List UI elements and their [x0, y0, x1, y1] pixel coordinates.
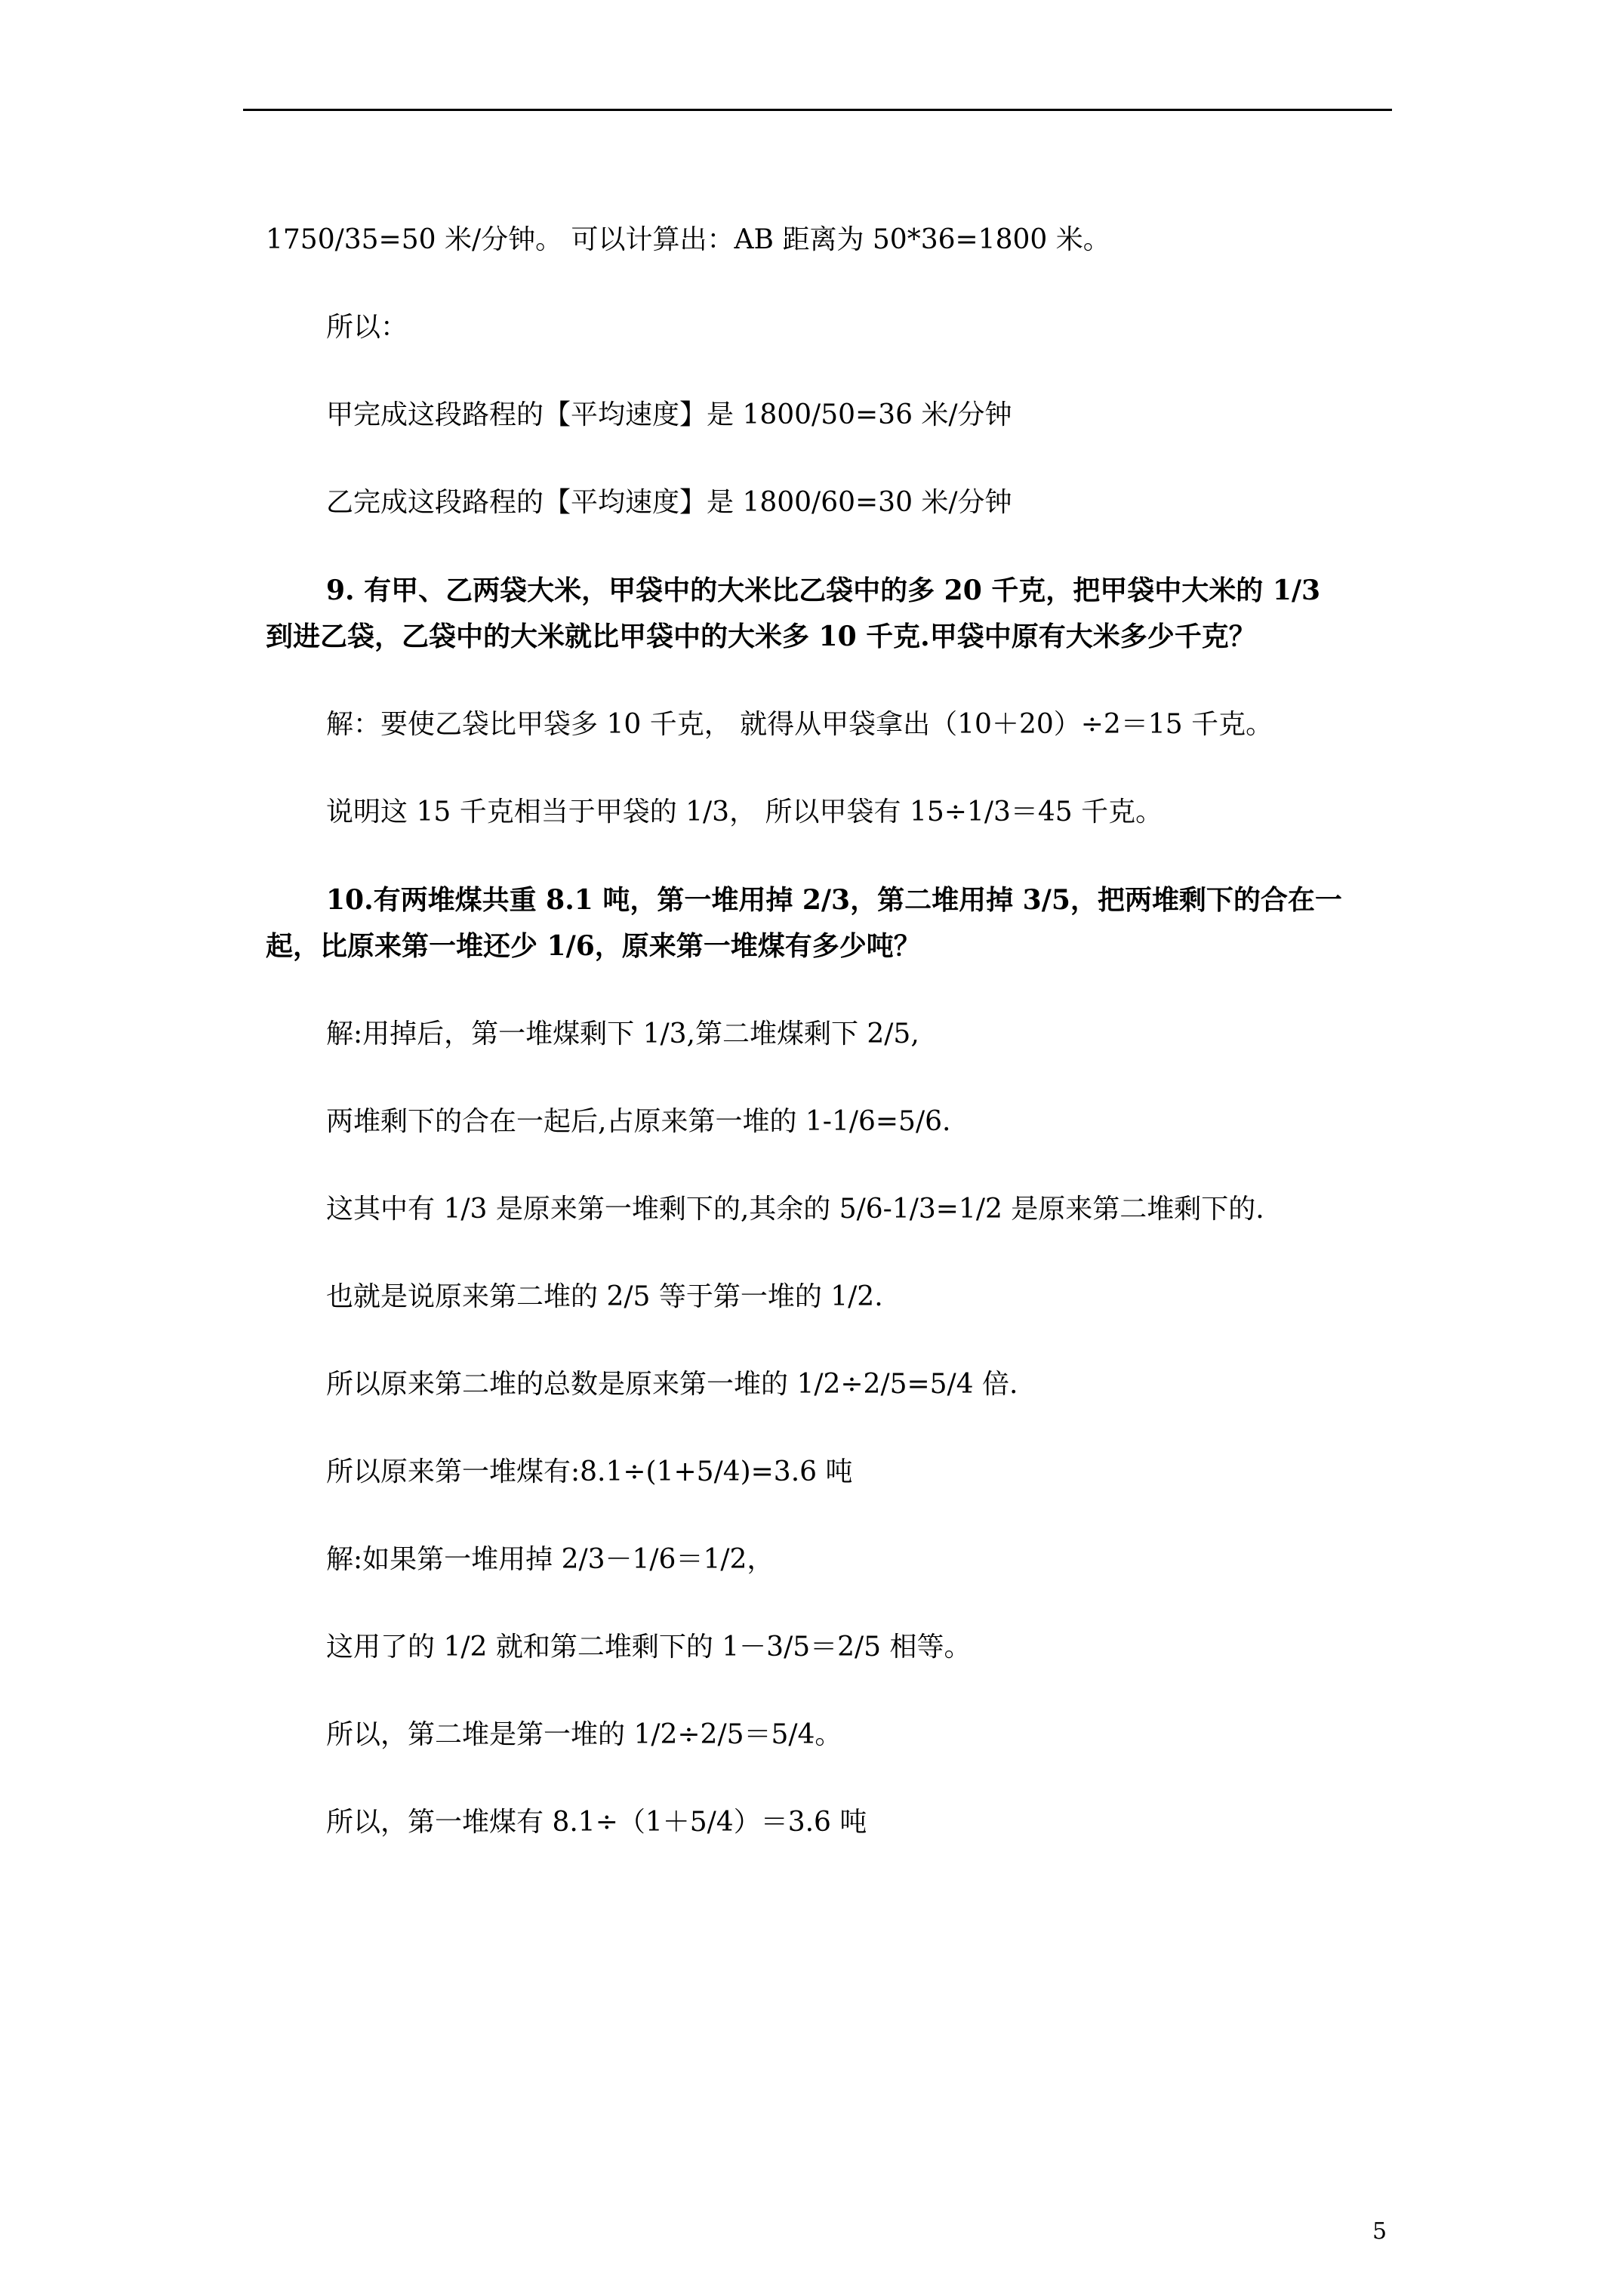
text-line-17: 解:如果第一堆用掉 2/3－1/6＝1/2， — [326, 1544, 775, 1575]
text-line-13: 这其中有 1/3 是原来第一堆剩下的,其余的 5/6-1/3=1/2 是原来第二堆剩下的. — [326, 1194, 1264, 1225]
text-line-16: 所以原来第一堆煤有:8.1÷(1+5/4)=3.6 吨 — [326, 1456, 853, 1487]
text-line-18: 这用了的 1/2 就和第二堆剩下的 1－3/5＝2/5 相等。 — [326, 1632, 972, 1663]
question-10-line-2: 起，比原来第一堆还少 1/6，原来第一堆煤有多少吨？ — [266, 930, 921, 962]
question-9-line-2: 到进乙袋，乙袋中的大米就比甲袋中的大米多 10 千克.甲袋中原有大米多少千克？ — [266, 621, 1256, 652]
question-9-line-1: 9. 有甲、乙两袋大米，甲袋中的大米比乙袋中的多 20 千克，把甲袋中大米的 1/3 — [326, 575, 1321, 606]
text-line-15: 所以原来第二堆的总数是原来第一堆的 1/2÷2/5=5/4 倍. — [326, 1369, 1018, 1400]
header-rule — [243, 109, 1392, 111]
text-line-3: 甲完成这段路程的【平均速度】是 1800/50=36 米/分钟 — [326, 399, 1012, 430]
text-line-20: 所以，第一堆煤有 8.1÷（1＋5/4）＝3.6 吨 — [326, 1807, 867, 1838]
text-line-12: 两堆剩下的合在一起后,占原来第一堆的 1-1/6=5/6. — [326, 1106, 951, 1137]
text-line-1: 1750/35=50 米/分钟。 可以计算出：AB 距离为 50*36=1800 米。 — [266, 224, 1110, 255]
text-line-7: 解：要使乙袋比甲袋多 10 千克， 就得从甲袋拿出（10＋20）÷2＝15 千克。 — [326, 709, 1273, 740]
text-line-8: 说明这 15 千克相当于甲袋的 1/3， 所以甲袋有 15÷1/3＝45 千克。 — [326, 797, 1163, 827]
text-line-19: 所以，第二堆是第一堆的 1/2÷2/5＝5/4。 — [326, 1719, 842, 1750]
text-line-11: 解:用掉后，第一堆煤剩下 1/3,第二堆煤剩下 2/5, — [326, 1019, 919, 1049]
text-line-14: 也就是说原来第二堆的 2/5 等于第一堆的 1/2. — [326, 1281, 883, 1312]
text-line-4: 乙完成这段路程的【平均速度】是 1800/60=30 米/分钟 — [326, 487, 1012, 518]
page-number: 5 — [1372, 2218, 1387, 2245]
question-10-line-1: 10.有两堆煤共重 8.1 吨，第一堆用掉 2/3，第二堆用掉 3/5，把两堆剩下的合在一 — [326, 884, 1342, 916]
text-line-2: 所以： — [326, 312, 408, 343]
